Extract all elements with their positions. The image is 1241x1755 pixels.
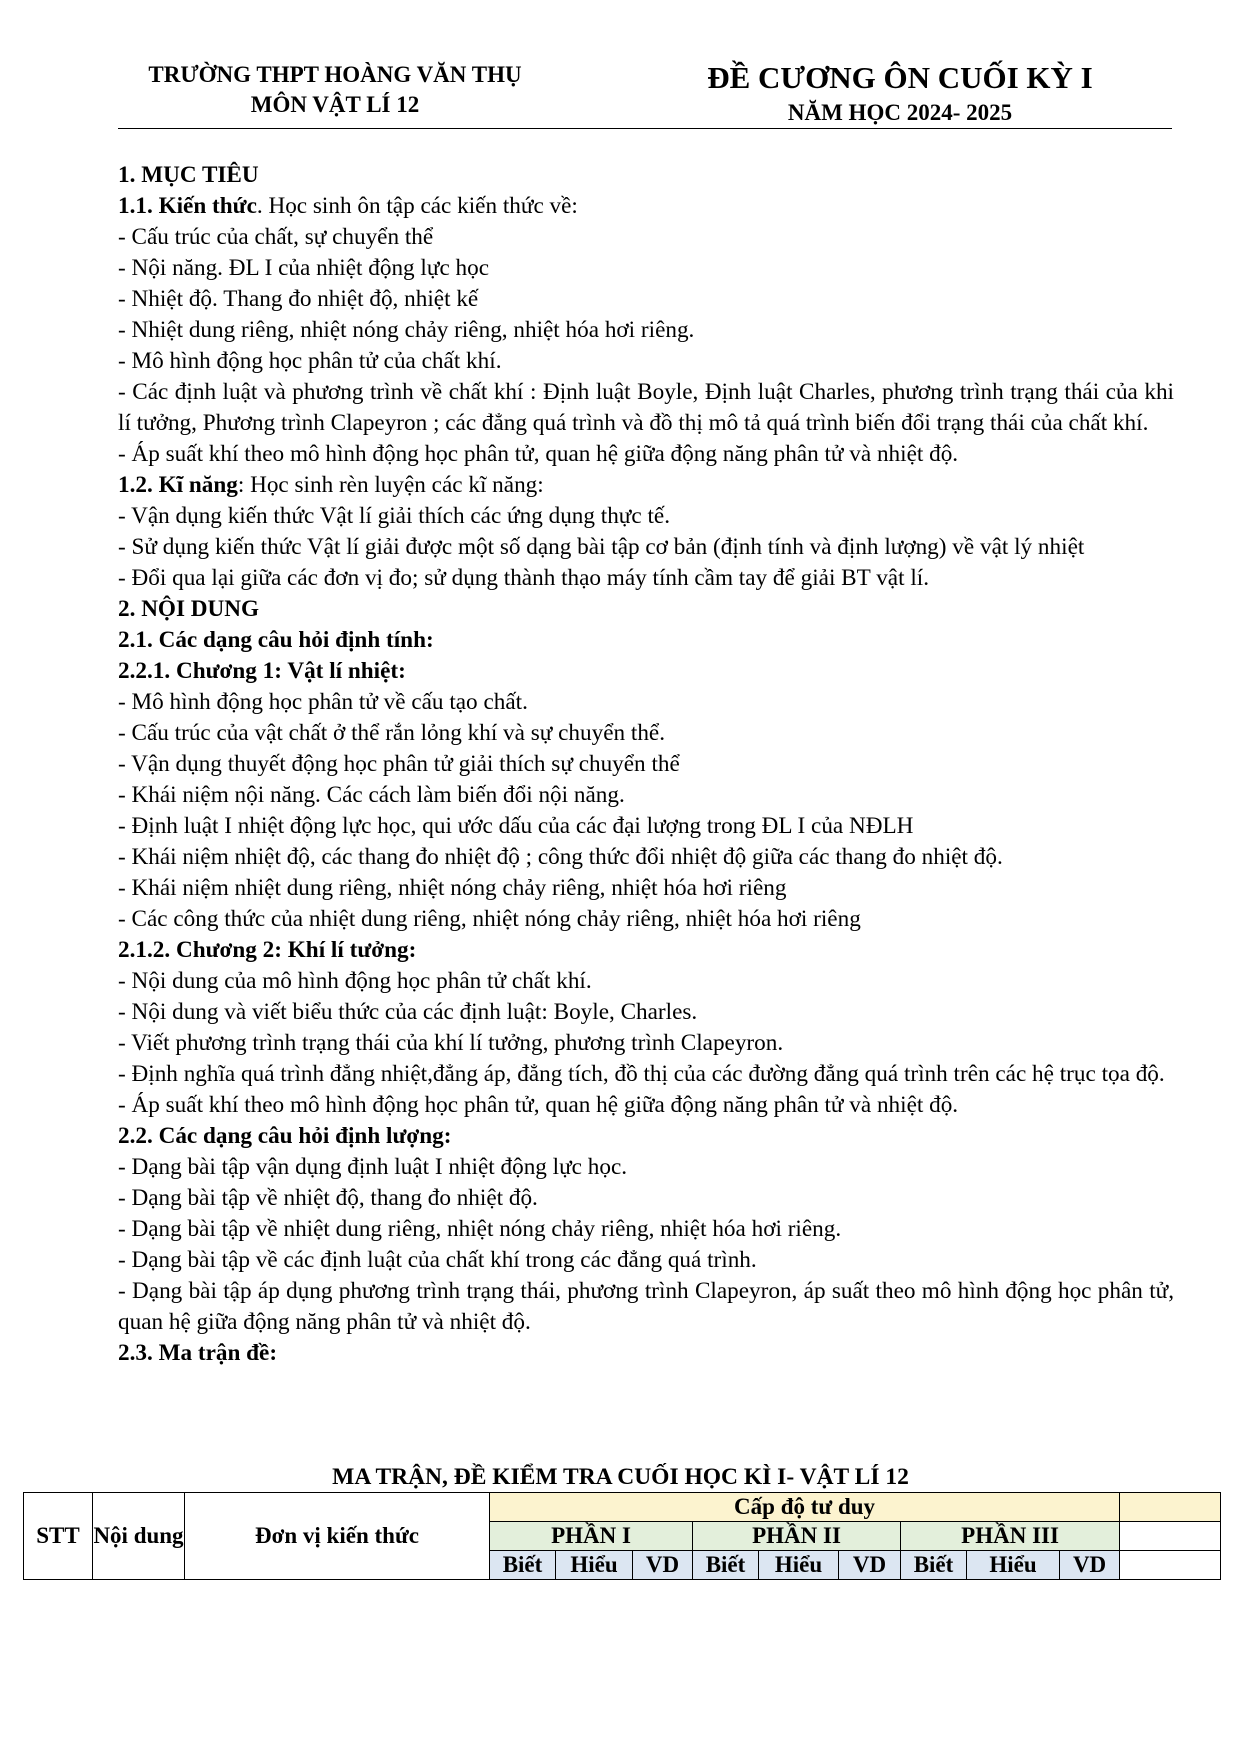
list-item: - Nhiệt dung riêng, nhiệt nóng chảy riêng, nhiệt hóa hơi riêng.: [118, 317, 695, 343]
list-item: - Dạng bài tập về nhiệt dung riêng, nhiệt nóng chảy riêng, nhiệt hóa hơi riêng.: [118, 1216, 842, 1242]
header-cell-level: Biết: [693, 1551, 759, 1580]
subject-name: MÔN VẬT LÍ 12: [250, 92, 420, 117]
list-item: - Định nghĩa quá trình đẳng nhiệt,đẳng áp, đẳng tích, đồ thị của các đường đẳng quá trình trên các hệ trục tọa độ.: [118, 1061, 1165, 1087]
list-item: - Nhiệt độ. Thang đo nhiệt độ, nhiệt kế: [118, 286, 479, 312]
header-right: [650, 58, 1150, 128]
header-cell-level: Hiểu: [759, 1551, 839, 1580]
section-1-2-intro: : Học sinh rèn luyện các kĩ năng:: [237, 472, 544, 498]
list-item: - Các định luật và phương trình về chất khí : Định luật Boyle, Định luật Charles, phương trình trạng thái của khi lí tưởng, Phương trình Clapeyron ; các đẳng quá trình và đồ thị mô tả quá trình biến đổi trạng thái của chất khí.: [118, 379, 1174, 436]
section-2-1-title: 2.1. Các dạng câu hỏi định tính:: [118, 627, 434, 653]
section-2-3-title: 2.3. Ma trận đề:: [118, 1340, 278, 1366]
list-item: - Nội năng. ĐL I của nhiệt động lực học: [118, 255, 490, 281]
list-item: - Nội dung và viết biểu thức của các định luật: Boyle, Charles.: [118, 999, 698, 1025]
matrix-title: MA TRẬN, ĐỀ KIỂM TRA CUỐI HỌC KÌ I- VẬT LÍ 12: [332, 1464, 909, 1490]
list-item: - Mô hình động học phân tử về cấu tạo chất.: [118, 689, 528, 715]
header-cell-part-3: PHẦN III: [901, 1522, 1120, 1551]
chapter-2-title: 2.1.2. Chương 2: Khí lí tưởng:: [118, 937, 417, 963]
header-cell-level: Biết: [901, 1551, 967, 1580]
school-name: TRƯỜNG THPT HOÀNG VĂN THỤ: [148, 62, 522, 87]
header-cell-empty: [1120, 1551, 1221, 1580]
list-item: - Khái niệm nhiệt dung riêng, nhiệt nóng chảy riêng, nhiệt hóa hơi riêng: [118, 875, 787, 901]
list-item: - Dạng bài tập áp dụng phương trình trạng thái, phương trình Clapeyron, áp suất theo mô hình động học phân tử, quan hệ giữa động năng phân tử và nhiệt độ.: [118, 1278, 1174, 1335]
list-item: - Khái niệm nhiệt độ, các thang đo nhiệt độ ; công thức đổi nhiệt độ giữa các thang đo nhiệt độ.: [118, 844, 1003, 870]
section-1-1-label: 1.1. Kiến thức: [118, 193, 257, 219]
section-2-title: 2. NỘI DUNG: [118, 596, 260, 622]
chapter-1-title: 2.2.1. Chương 1: Vật lí nhiệt:: [118, 658, 406, 684]
exam-matrix-table: [23, 1492, 1221, 1580]
list-item: - Nội dung của mô hình động học phân tử chất khí.: [118, 968, 592, 994]
school-year: NĂM HỌC 2024- 2025: [787, 100, 1013, 125]
header-left: [100, 60, 570, 120]
header-cell-cap-do: Cấp độ tư duy: [490, 1493, 1120, 1522]
list-item: - Viết phương trình trạng thái của khí lí tưởng, phương trình Clapeyron.: [118, 1030, 784, 1056]
list-item: - Cấu trúc của vật chất ở thể rắn lỏng khí và sự chuyển thể.: [118, 720, 666, 746]
header-cell-level: VD: [1060, 1551, 1120, 1580]
table-row: [24, 1493, 1221, 1522]
list-item: - Cấu trúc của chất, sự chuyển thể: [118, 224, 434, 250]
list-item: - Dạng bài tập về các định luật của chất khí trong các đẳng quá trình.: [118, 1247, 757, 1273]
section-1-1-heading: [118, 191, 1174, 222]
list-item: - Khái niệm nội năng. Các cách làm biến đổi nội năng.: [118, 782, 625, 808]
section-1-1-intro: . Học sinh ôn tập các kiến thức về:: [256, 193, 578, 219]
section-2-2-title: 2.2. Các dạng câu hỏi định lượng:: [118, 1123, 452, 1149]
list-item: - Áp suất khí theo mô hình động học phân tử, quan hệ giữa động năng phân tử và nhiệt độ.: [118, 1092, 959, 1118]
list-item: - Áp suất khí theo mô hình động học phân tử, quan hệ giữa động năng phân tử và nhiệt độ.: [118, 441, 959, 467]
header-cell-level: Hiểu: [556, 1551, 633, 1580]
document-body: [118, 160, 1174, 1369]
header-divider: [118, 128, 1172, 129]
list-item: - Mô hình động học phân tử của chất khí.: [118, 348, 502, 374]
document-title: ĐỀ CƯƠNG ÔN CUỐI KỲ I: [707, 60, 1093, 95]
list-item: - Đổi qua lại giữa các đơn vị đo; sử dụng thành thạo máy tính cầm tay để giải BT vật lí.: [118, 565, 929, 591]
header-cell-level: Hiểu: [967, 1551, 1060, 1580]
list-item: - Sử dụng kiến thức Vật lí giải được một số dạng bài tập cơ bản (định tính và định lượng) về vật lý nhiệt: [118, 534, 1085, 560]
header-cell-level: VD: [633, 1551, 693, 1580]
list-item: - Định luật I nhiệt động lực học, qui ước dấu của các đại lượng trong ĐL I của NĐLH: [118, 813, 914, 839]
header-cell-part-1: PHẦN I: [490, 1522, 693, 1551]
list-item: - Dạng bài tập về nhiệt độ, thang đo nhiệt độ.: [118, 1185, 538, 1211]
section-1-2-heading: [118, 470, 1174, 501]
list-item: - Dạng bài tập vận dụng định luật I nhiệt động lực học.: [118, 1154, 628, 1180]
header-cell-noi-dung: Nội dung: [93, 1493, 185, 1580]
header-cell-level: VD: [839, 1551, 901, 1580]
header-cell-empty: [1120, 1493, 1221, 1522]
header-cell-stt: STT: [24, 1493, 93, 1580]
list-item: - Các công thức của nhiệt dung riêng, nhiệt nóng chảy riêng, nhiệt hóa hơi riêng: [118, 906, 861, 932]
list-item: - Vận dụng thuyết động học phân tử giải thích sự chuyển thể: [118, 751, 680, 777]
section-1-title: 1. MỤC TIÊU: [118, 162, 259, 188]
header-cell-empty: [1120, 1522, 1221, 1551]
section-1-2-label: 1.2. Kĩ năng: [118, 472, 238, 498]
header-cell-level: Biết: [490, 1551, 556, 1580]
header-cell-part-2: PHẦN II: [693, 1522, 901, 1551]
list-item: - Vận dụng kiến thức Vật lí giải thích các ứng dụng thực tế.: [118, 503, 670, 529]
header-cell-don-vi: Đơn vị kiến thức: [185, 1493, 490, 1580]
